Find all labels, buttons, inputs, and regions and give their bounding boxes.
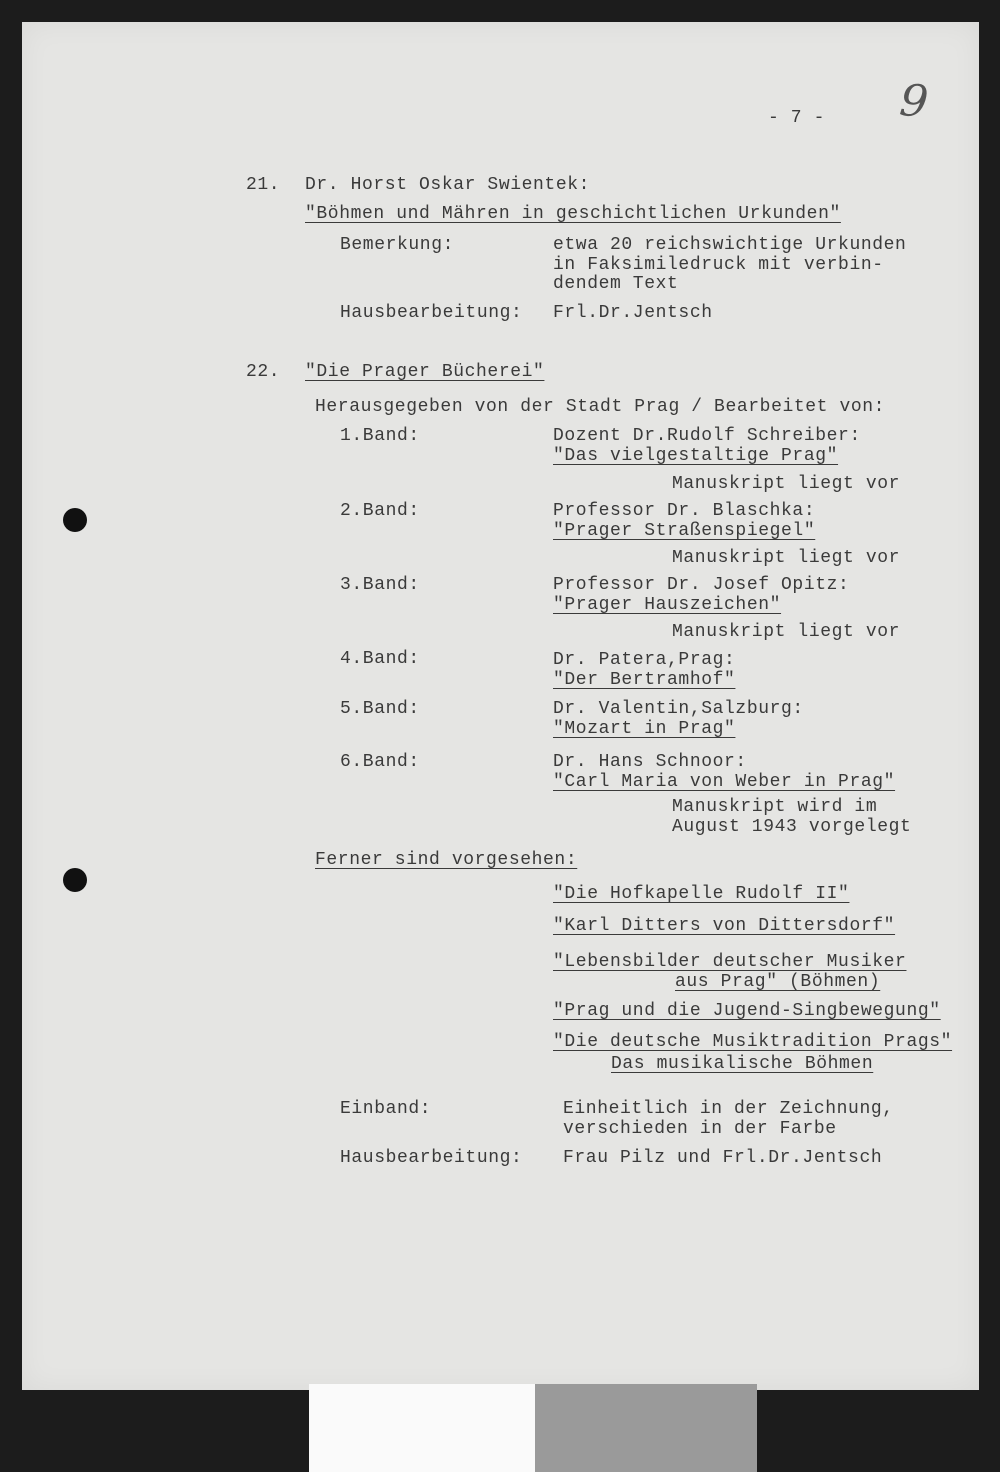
planned-title: "Die deutsche Musiktradition Prags" [553,1032,953,1052]
volume-label: 1.Band: [340,426,420,446]
volume-author: Professor Dr. Blaschka: [553,501,816,521]
volume-label: 4.Band: [340,649,420,669]
planned-title: "Karl Ditters von Dittersdorf" [553,916,896,936]
item21-editor: Frl.Dr.Jentsch [553,303,713,323]
volume-status: Manuskript wird im [672,797,878,817]
volume-status: Manuskript liegt vor [672,474,901,494]
volume-label: 2.Band: [340,501,420,521]
item21-number: 21. [246,175,281,195]
item22-publisher: Herausgegeben von der Stadt Prag / Bearbeitet von: [315,397,886,417]
item21-remark-line: in Faksimiledruck mit verbin- [553,255,884,275]
item21-title: "Böhmen und Mähren in geschichtlichen Urkunden" [305,204,841,224]
volume-author: Dr. Hans Schnoor: [553,752,747,772]
binding-line: Einheitlich in der Zeichnung, [563,1099,894,1119]
planned-title: "Prag und die Jugend-Singbewegung" [553,1001,941,1021]
item21-author: Dr. Horst Oskar Swientek: [305,175,591,195]
volume-status: Manuskript liegt vor [672,548,901,568]
volume-title: "Mozart in Prag" [553,719,736,739]
planned-title: Das musikalische Böhmen [611,1054,874,1074]
binding-label: Einband: [340,1099,432,1119]
item22-title: "Die Prager Bücherei" [305,362,545,382]
planned-heading: Ferner sind vorgesehen: [315,850,578,870]
volume-title: "Prager Straßenspiegel" [553,521,816,541]
planned-title: "Die Hofkapelle Rudolf II" [553,884,850,904]
binding-line: verschieden in der Farbe [563,1119,837,1139]
item22-number: 22. [246,362,281,382]
volume-title: "Carl Maria von Weber in Prag" [553,772,896,792]
volume-title: "Der Bertramhof" [553,670,736,690]
item22-editor: Frau Pilz und Frl.Dr.Jentsch [563,1148,883,1168]
volume-author: Dozent Dr.Rudolf Schreiber: [553,426,861,446]
volume-status: Manuskript liegt vor [672,622,901,642]
item21-remark-label: Bemerkung: [340,235,455,255]
document-page [22,22,979,1390]
page-number: - 7 - [768,108,826,128]
volume-status: August 1943 vorgelegt [672,817,912,837]
volume-title: "Das vielgestaltige Prag" [553,446,839,466]
volume-title: "Prager Hauszeichen" [553,595,782,615]
handwritten-page-number: 9 [897,74,931,129]
calibration-strip-white [309,1384,535,1472]
planned-title: aus Prag" (Böhmen) [675,972,881,992]
item21-remark-line: etwa 20 reichswichtige Urkunden [553,235,907,255]
volume-label: 6.Band: [340,752,420,772]
volume-author: Dr. Patera,Prag: [553,650,736,670]
item21-remark-line: dendem Text [553,274,679,294]
calibration-strip-gray [535,1384,757,1472]
punch-hole [63,508,87,532]
volume-label: 5.Band: [340,699,420,719]
item21-editor-label: Hausbearbeitung: [340,303,523,323]
punch-hole [63,868,87,892]
volume-author: Professor Dr. Josef Opitz: [553,575,850,595]
volume-author: Dr. Valentin,Salzburg: [553,699,804,719]
planned-title: "Lebensbilder deutscher Musiker [553,952,907,972]
item22-editor-label: Hausbearbeitung: [340,1148,523,1168]
volume-label: 3.Band: [340,575,420,595]
